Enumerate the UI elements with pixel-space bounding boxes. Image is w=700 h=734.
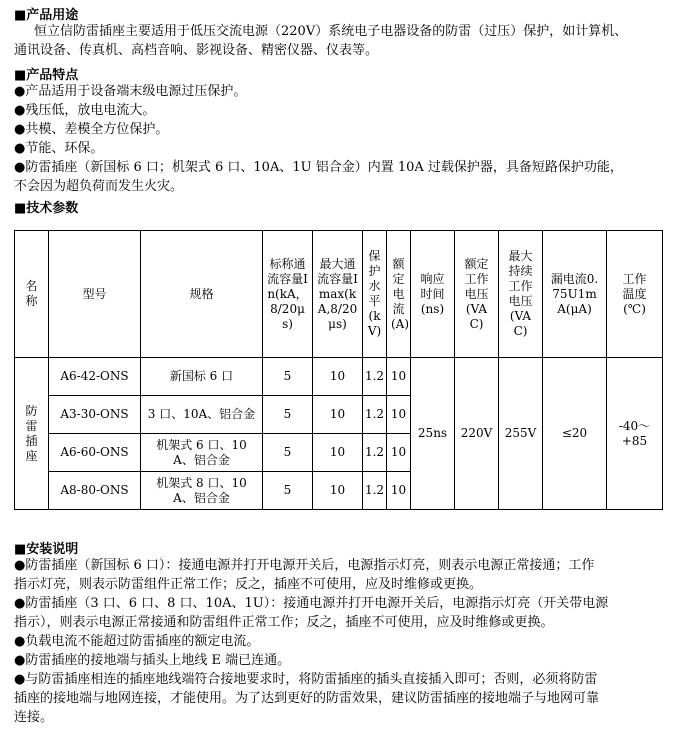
in-cell: 5 [263,396,313,434]
usage-line-1: 恒立信防雷插座主要适用于低压交流电源（220V）系统电子电器设备的防雷（过压）保护，如计算机、 [34,24,628,39]
section-title-specs: ■技术参数 [14,201,79,216]
up-cell: 1.2 [363,358,387,396]
max-voltage-cell: 255V [499,358,543,510]
header-imax: 最大通流容量Imax(kA,8/20μs) [313,231,363,358]
install-line-8: 插座的接地端与地网连接，才能使用。为了达到更好的防雷效果，建议防雷插座的接地端子与地网可靠 [14,691,600,706]
temperature-cell: -40～+85 [607,358,663,510]
spec-cell: 新国标 6 口 [141,358,263,396]
spec-table [14,230,663,510]
up-cell: 1.2 [363,472,387,510]
install-line-2: 指示灯亮，则表示防雷组件正常工作；反之，插座不可使用，应及时维修或更换。 [14,577,483,592]
header-model: 型号 [49,231,141,358]
header-name: 名称 [15,231,49,358]
imax-cell: 10 [313,434,363,472]
rated-current-cell: 10 [387,358,411,396]
rated-current-cell: 10 [387,396,411,434]
section-title-install: ■安装说明 [14,542,79,557]
imax-cell: 10 [313,358,363,396]
table-header-row [15,231,663,358]
feature-line-1: ●产品适用于设备端末级电源过压保护。 [14,84,247,99]
feature-line-4: ●节能、环保。 [14,141,104,156]
header-protection-level: 保护水平(kV) [363,231,387,358]
usage-line-2: 通讯设备、传真机、高档音响、影视设备、精密仪器、仪表等。 [14,43,379,58]
in-cell: 5 [263,434,313,472]
up-cell: 1.2 [363,434,387,472]
leakage-cell: ≤20 [543,358,607,510]
header-rated-current: 额定电流(A) [387,231,411,358]
header-rated-voltage: 额定工作电压(VAC) [455,231,499,358]
header-in-current: 标称通流容量In(kA，8/20μs) [263,231,313,358]
model-cell: A6-42-ONS [49,358,141,396]
rated-current-cell: 10 [387,434,411,472]
model-cell: A3-30-ONS [49,396,141,434]
feature-line-5: ●防雷插座（新国标 6 口；机架式 6 口、10A、1U 铝合金）内置 10A 过载保护器，具备短路保护功能， [14,160,623,175]
in-cell: 5 [263,472,313,510]
response-time-cell: 25ns [411,358,455,510]
feature-line-2: ●残压低，放电电流大。 [14,103,156,118]
spec-cell: 机架式 8 口、10A、铝合金 [141,472,263,510]
up-cell: 1.2 [363,396,387,434]
spec-cell: 3 口、10A、铝合金 [141,396,263,434]
header-leakage: 漏电流0.75U1mA(μA) [543,231,607,358]
feature-line-3: ●共模、差模全方位保护。 [14,122,169,137]
section-title-features: ■产品特点 [14,68,79,83]
rated-current-cell: 10 [387,472,411,510]
model-cell: A8-80-ONS [49,472,141,510]
table-row [15,358,663,396]
header-response-time: 响应时间(ns) [411,231,455,358]
install-line-1: ●防雷插座（新国标 6 口）：接通电源并打开电源开关后，电源指示灯亮，则表示电源正常接通；工作 [14,558,595,573]
rated-voltage-cell: 220V [455,358,499,510]
install-line-7: ●与防雷插座相连的插座地线端符合接地要求时，将防雷插座的插头直接插入即可；否则，必须将防雷 [14,672,598,687]
section-title-usage: ■产品用途 [14,8,79,23]
imax-cell: 10 [313,396,363,434]
category-cell: 防雷插座 [15,358,49,510]
install-line-6: ●防雷插座的接地端与插头上地线 E 端已连通。 [14,653,291,668]
header-spec: 规格 [141,231,263,358]
imax-cell: 10 [313,472,363,510]
spec-cell: 机架式 6 口、10A、铝合金 [141,434,263,472]
install-line-9: 连接。 [14,710,54,725]
in-cell: 5 [263,358,313,396]
header-max-voltage: 最大持续工作电压(VAC) [499,231,543,358]
model-cell: A6-60-ONS [49,434,141,472]
header-temperature: 工作温度(℃) [607,231,663,358]
feature-line-6: 不会因为超负荷而发生火灾。 [14,179,184,194]
install-line-4: 指示），则表示电源正常接通和防雷组件正常工作；反之，插座不可使用，应及时维修或更换。 [14,615,554,630]
install-line-3: ●防雷插座（3 口、6 口、8 口、10A、1U）：接通电源并打开电源开关后，电源指示灯亮（开关带电源 [14,596,609,611]
install-line-5: ●负载电流不能超过防雷插座的额定电流。 [14,634,260,649]
